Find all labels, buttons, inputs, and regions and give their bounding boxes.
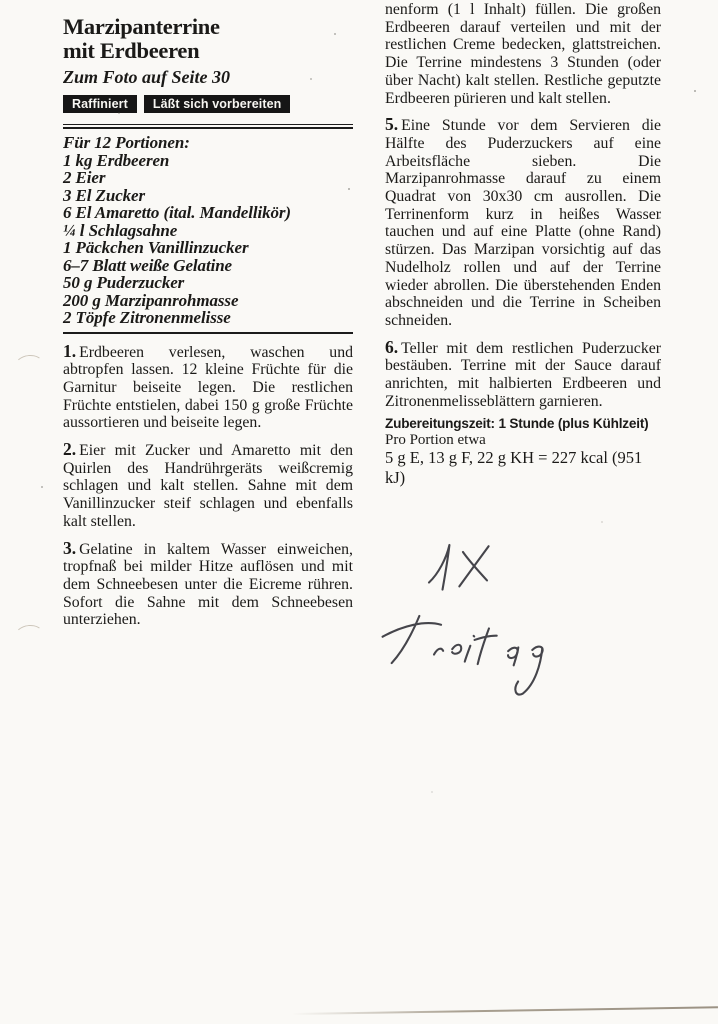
ingredient-item: 2 Töpfe Zitronenmelisse [63,308,231,327]
step-6 [385,336,661,411]
step-1 [63,340,353,433]
step-6-text: Teller mit dem restlichen Puderzucker bestäuben. Terrine mit der Sauce darauf anrichten, mit halbierten Erdbeeren und Zitronenmelisseblättern garnieren. [385,339,661,410]
ingredient-item: 2 Eier [63,168,106,187]
nutrition-block [385,416,661,488]
ingredient-heading: Für 12 Portionen: [63,133,190,152]
ingredient-item: 1 Päckchen Vanillinzucker [63,238,249,257]
scan-noise-specks [0,0,2,2]
step-2-text: Eier mit Zucker und Amaretto mit den Quirlen des Handrührgeräts weißcremig schlagen und kalt stellen. Sahne mit dem Vanillinzucker steif schlagen und ebenfalls kalt stellen. [63,442,353,530]
step-5-text: Eine Stunde vor dem Servieren die Hälfte des Puderzuckers auf eine Arbeitsfläche sieben. Die Marzipanrohmasse darauf zu einem Quadrat von 30x30 cm ausrollen. Die Terrinenform kurz in heißes Wasser tauchen und auf eine Platte (ohne Rand) stürzen. Das Marzipan vorsichtig auf das Nudelholz rollen und auf der Terrine wieder abrollen. Die überstehenden Enden abschneiden und die Terrine in Scheiben schneiden. [385,117,661,329]
handwritten-count-annotation [418,533,510,601]
step-3 [63,537,353,630]
ingredient-item: 50 g Puderzucker [63,273,185,292]
step-5-number: 5. [385,114,399,135]
ingredient-item: ¼ l Schlagsahne [63,220,178,240]
portion-label: Pro Portion etwa [385,432,486,449]
photo-reference: Zum Foto auf Seite 30 [63,67,231,87]
badge-row [63,95,353,113]
ingredient-list [63,134,353,327]
ingredient-item: 3 El Zucker [63,185,146,205]
step-3-text: Gelatine in kaltem Wasser einweichen, tropfnaß bei milder Hitze auflösen und mit dem Schneebesen unter die Eicreme rühren. Sofort die Sahne mit dem Schneebesen unterziehen. [63,540,353,629]
step-2 [63,441,353,531]
ingredient-item: 200 g Marzipanrohmasse [63,290,239,310]
ingredient-item: 6–7 Blatt weiße Gelatine [63,255,233,275]
handwritten-day-annotation [374,605,577,707]
recipe-title-line1: Marzipanterrine [63,14,220,39]
recipe-title-line2: mit Erdbeeren [63,38,200,63]
nutrition-values: 5 g E, 13 g F, 22 g KH = 227 kcal (951 kJ) [385,448,643,488]
prep-time: Zubereitungszeit: 1 Stunde (plus Kühlzeit) [385,416,649,432]
step-1-text: Erdbeeren verlesen, waschen und abtropfen lassen. 12 kleine Früchte für die Garnitur beiseite legen. Die restlichen Früchte entstielen, dabei 150 g große Früchte aussortieren und beiseite legen. [63,343,353,432]
step-4-continuation: nenform (1 l Inhalt) füllen. Die großen Erdbeeren darauf verteilen und mit der restlichen Creme bedecken, glattstreichen. Die Terrine mindestens 3 Stunden (oder über Nacht) kalt stellen. Restliche geputzte Erdbeeren pürieren und kalt stellen. [385,1,661,107]
ingredient-box-top-rule [63,124,353,129]
ingredient-box-bottom-rule [63,332,353,334]
left-column [63,15,353,629]
step-3-number: 3. [63,537,77,558]
punch-hole-mark-bottom [14,624,45,647]
step-2-number: 2. [63,439,77,460]
badge-raffiniert: Raffiniert [63,95,137,113]
punch-hole-mark-top [14,354,45,377]
step-1-number: 1. [63,340,77,361]
step-6-number: 6. [385,336,399,357]
ingredient-item: 1 kg Erdbeeren [63,150,170,170]
badge-vorbereiten: Läßt sich vorbereiten [144,95,291,113]
paper-edge-line [292,1006,718,1014]
ingredient-item: 6 El Amaretto (ital. Mandellikör) [63,203,291,222]
step-5 [385,116,661,329]
right-column [385,1,661,488]
recipe-title [63,15,353,63]
